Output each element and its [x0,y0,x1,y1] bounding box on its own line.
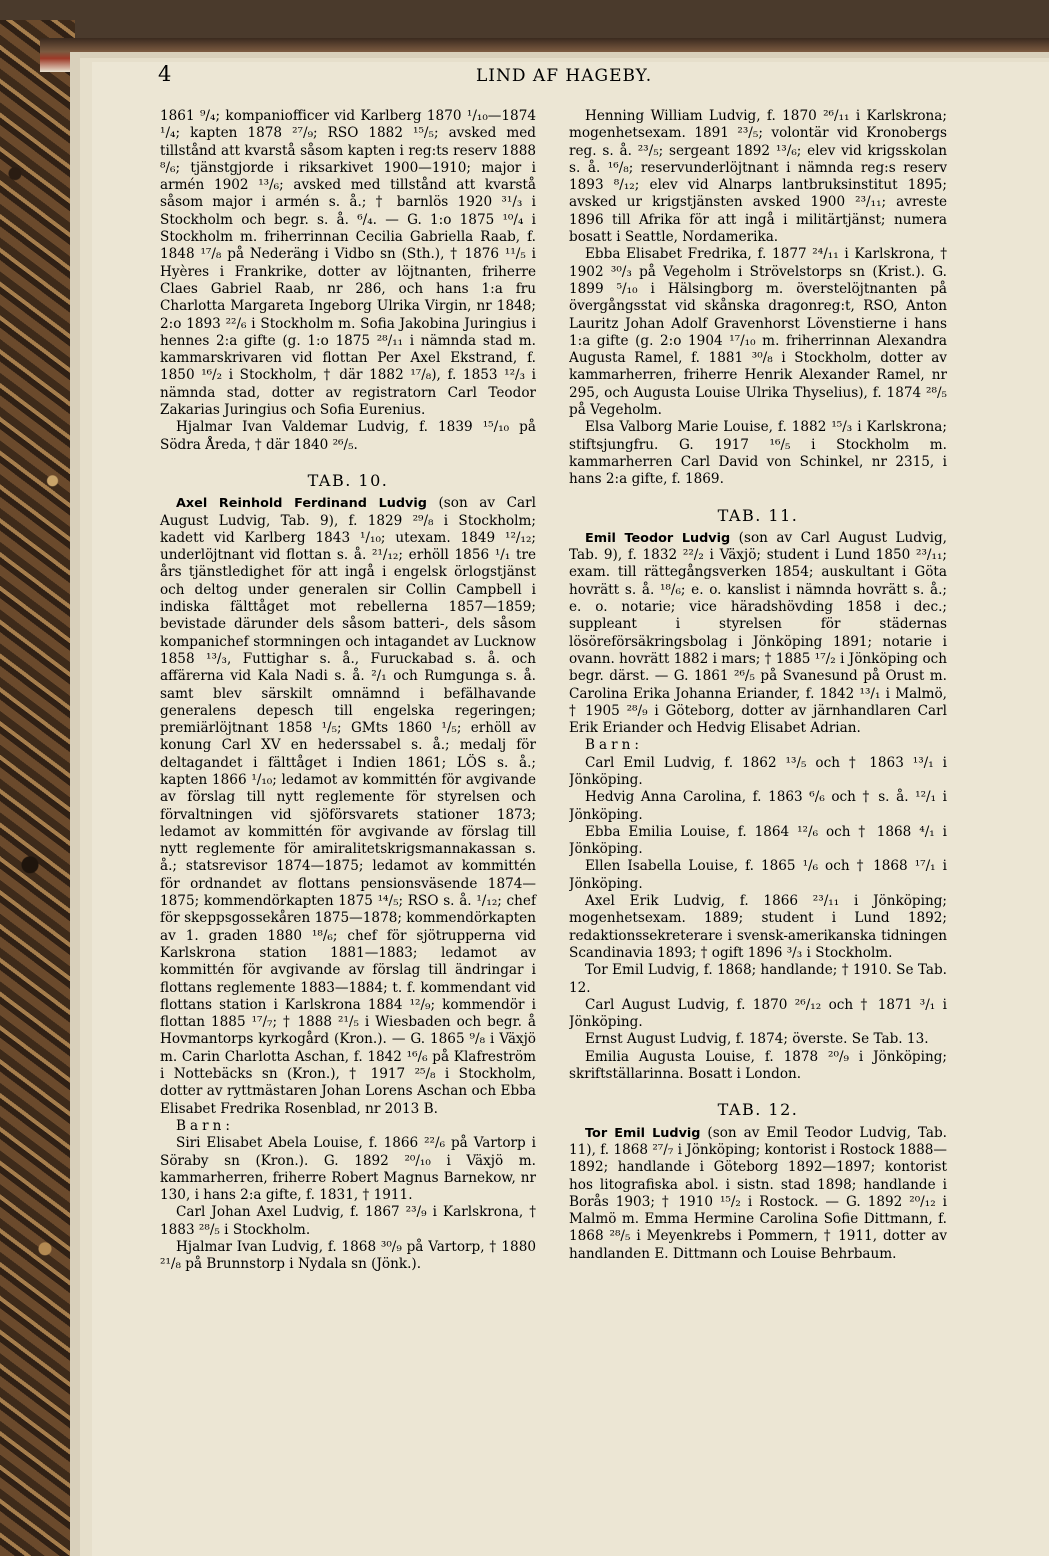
entry-paragraph: Hjalmar Ivan Valdemar Ludvig, f. 1839 ¹⁵/₁₀ på Södra Åreda, † där 1840 ²⁶/₅. [160,419,536,453]
entry-paragraph: Siri Elisabet Abela Louise, f. 1866 ²²/₆ på Vartorp i Söraby sn (Kron.). G. 1892 ²⁰/₁₀ i Växjö m. kammarherren, friherre Robert Magnus Barnekow, nr 130, i hans 2:a gifte, f. 1831, † 1911. [160,1135,536,1204]
running-title: LIND AF HAGEBY. [476,66,653,86]
entry-text: (son av Carl August Ludvig, Tab. 9), f. 1832 ²²/₂ i Växjö; student i Lund 1850 ²³/₁₁; exam. till rättegångsverken 1854; auskultant i Göta hovrätt s. å. ¹⁸/₆; e. o. kanslist i nämnda hovrätt s. å.; e. o. notarie; vice häradshövding 1858 i dec.; suppleant i styrelsen för städernas lösöreförsäkringsbolag i Jönköping 1891; notarie i ovann. hovrätt 1882 i mars; † 1885 ¹⁷/₂ i Jönköping och begr. därst. — G. 1861 ²⁶/₅ på Svanesund på Orust m. Carolina Erika Johanna Eriander, f. 1842 ¹³/₁ i Malmö, † 1905 ²⁸/₉ i Göteborg, dotter av järnhandlaren Carl Erik Eriander och Hedvig Elisabet Adrian. [569,529,947,737]
table-heading: TAB. 10. [307,470,389,490]
entry-name: Emil Teodor Ludvig [585,530,731,546]
entry-paragraph: Hjalmar Ivan Ludvig, f. 1868 ³⁰/₉ på Vartorp, † 1880 ²¹/₈ på Brunnstorp i Nydala sn (Jönk.). [160,1239,536,1273]
book-cover-marbled [0,20,75,1556]
entry-name: Axel Reinhold Ferdinand Ludvig [176,496,427,512]
table-heading: TAB. 12. [717,1100,799,1120]
entry-paragraph: Axel Erik Ludvig, f. 1866 ²³/₁₁ i Jönköping; mogenhetsexam. 1889; student i Lund 1892; redaktionssekreterare i svensk-amerikanska tidningen Scandinavia 1893; † ogift 1896 ³/₃ i Stockholm. [569,893,947,961]
entry-paragraph: Ebba Elisabet Fredrika, f. 1877 ²⁴/₁₁ i Karlskrona, † 1902 ³⁰/₃ på Vegeholm i Strövelstorps sn (Krist.). G. 1899 ⁵/₁₀ i Hälsingborg m. överstelöjtnanten på övergångsstat vid skånska dragonreg:t, RSO, Anton Lauritz Johan Adolf Gravenhorst Lövenstierne i hans 1:a gifte (g. 2:o 1904 ¹⁷/₁₀ m. friherrinnan Alexandra Augusta Ramel, f. 1881 ³⁰/₈ i Stockholm, dotter av kammarherren, friherre Henrik Alexander Ramel, nr 295, och Augusta Louise Ulrika Thyselius), f. 1874 ²⁸/₅ på Vegeholm. [569,246,947,419]
entry-text: (son av Carl August Ludvig, Tab. 9), f. 1829 ²⁹/₈ i Stockholm; kadett vid Karlberg 1843 ¹/₁₀; utexam. 1849 ¹²/₁₂; underlöjtnant vid flottan s. å. ²¹/₁₂; erhöll 1856 ¹/₁ tre års tjänstledighet för att ingå i engelsk örlogstjänst och deltog under generalen sir Collin Campbell i indiska fälttåget mot rebellerna 1857—1859; bevistade därunder dels såsom batteri-, dels såsom kompanichef stormningen och intagandet av Lucknow 1858 ¹³/₃, Futtighar s. å., Furuckabad s. å. och affärerna vid Kala Nadi s. å. ²/₁ och Rumgunga s. å. samt blev särskilt omnämnd i befälhavande generalens depesch till engelska regeringen; premiärlöjtnant 1858 ¹/₅; GMts 1860 ¹/₅; erhöll av konung Carl XV en hederssabel s. å.; medalj för deltagandet i fälttåget i Indien 1861; LÖS s. å.; kapten 1866 ¹/₁₀; ledamot av kommittén för avgivande av förslag till nytt reglemente för styrelsen och förvaltningen vid sjöförsvarets stationer 1873; ledamot av kommittén för avgivande av förslag till nytt reglemente för amiralitetskrigsmannakassan s. å.; statsrevisor 1874—1875; ledamot av kommittén för ordnandet av flottans pensionsväsende 1874—1875; kommendörkapten 1875 ¹⁴/₅; RSO s. å. ¹/₁₂; chef för skeppsgossekåren 1875—1878; kommendörkapten av 1. graden 1880 ¹⁸/₆; chef för sjötrupperna vid Karlskrona station 1881—1883; ledamot av kommittén för avgivande av förslag till ändringar i flottans reglemente 1883—1884; t. f. kommendant vid flottans station i Karlskrona 1884 ¹²/₉; kommendör i flottan 1885 ¹⁷/₇; † 1888 ²¹/₅ i Wiesbaden och begr. å Hovmantorps kyrkogård (Kron.). — G. 1865 ⁹/₈ i Växjö m. Carin Charlotta Aschan, f. 1842 ¹⁶/₆ på Klafreström i Nottebäcks sn (Kron.), † 1917 ²⁵/₈ i Stockholm, dotter av ryttmästaren Johan Lorens Aschan och Ebba Elisabet Fredrika Rosenblad, nr 2013 B. [160,495,536,1117]
entry-paragraph: Ebba Emilia Louise, f. 1864 ¹²/₆ och † 1868 ⁴/₁ i Jönköping. [569,823,947,858]
entry-paragraph: Ellen Isabella Louise, f. 1865 ¹/₆ och † 1868 ¹⁷/₁ i Jönköping. [569,858,947,892]
entry-name: Tor Emil Ludvig [585,1125,701,1141]
entry-paragraph: Emilia Augusta Louise, f. 1878 ²⁰/₉ i Jönköping; skriftställarinna. Bosatt i London. [569,1048,947,1083]
entry-paragraph: Elsa Valborg Marie Louise, f. 1882 ¹⁵/₃ i Karlskrona; stiftsjungfru. G. 1917 ¹⁶/₅ i Stockholm m. kammarherren Carl David von Schinkel, nr 2315, i hans 2:a gifte, f. 1869. [569,419,947,488]
table-heading: TAB. 11. [717,505,799,525]
entry-paragraph: Carl Johan Axel Ludvig, f. 1867 ²³/₉ i Karlskrona, † 1883 ²⁸/₅ i Stockholm. [160,1204,536,1238]
right-column [569,108,947,1388]
entry-paragraph: Henning William Ludvig, f. 1870 ²⁶/₁₁ i Karlskrona; mogenhetsexam. 1891 ²³/₅; volontär vid Kronobergs reg. s. å. ²³/₅; sergeant 1892 ¹³/₆; elev vid krigsskolan s. å. ¹⁶/₈; reservunderlöjtnant i nämnda reg:s reserv 1893 ⁸/₁₂; elev vid Alnarps lantbruksinstitut 1895; avsked ur krigstjänsten avsked 1900 ²³/₁₁; avreste 1896 till Afrika för att ingå i militärtjänst; numera bosatt i Seattle, Nordamerika. [569,108,947,246]
entry-text: (son av Emil Teodor Ludvig, Tab. 11), f. 1868 ²⁷/₇ i Jönköping; kontorist i Rostock 1888—1892; handlande i Göteborg 1892—1897; kontorist hos litografiska abol. i sistn. stad 1898; handlande i Borås 1903; † 1910 ¹⁵/₂ i Rostock. — G. 1892 ²⁰/₁₂ i Malmö m. Emma Hermine Carolina Sofie Dittmann, f. 1868 ²⁸/₅ i Meyenkrebs i Pommern, † 1911, dotter av handlanden E. Dittmann och Louise Behrbaum. [569,1124,947,1262]
entry-paragraph: Carl August Ludvig, f. 1870 ²⁶/₁₂ och † 1871 ³/₁ i Jönköping. [569,996,947,1031]
page-number: 4 [158,62,173,86]
children-label: Barn: [176,1117,234,1134]
entry-paragraph [160,495,536,1118]
entry-paragraph: Ernst August Ludvig, f. 1874; överste. Se Tab. 13. [585,1031,929,1048]
entry-paragraph: Hedvig Anna Carolina, f. 1863 ⁶/₆ och † s. å. ¹²/₁ i Jönköping. [569,789,947,823]
entry-paragraph: Carl Emil Ludvig, f. 1862 ¹³/₅ och † 1863 ¹³/₁ i Jönköping. [569,754,947,788]
entry-paragraph: 1861 ⁹/₄; kompaniofficer vid Karlberg 1870 ¹/₁₀—1874 ¹/₄; kapten 1878 ²⁷/₉; RSO 1882 ¹⁵/₅; avsked med tillstånd att kvarstå såsom kapten i reg:ts reserv 1888 ⁸/₆; tjänstgjorde i riksarkivet 1900—1910; major i armén 1902 ¹³/₆; avsked med tillstånd att kvarstå såsom major i armén s. å.; † barnlös 1920 ³¹/₃ i Stockholm och begr. s. å. ⁶/₄. — G. 1:o 1875 ¹⁰/₄ i Stockholm m. friherrinnan Cecilia Gabriella Raab, f. 1848 ¹⁷/₈ på Nederäng i Vidbo sn (Sth.), † 1876 ¹¹/₅ i Hyères i Frankrike, dotter av löjtnanten, friherre Claes Gabriel Raab, nr 286, och hans 1:a fru Charlotta Margareta Ingeborg Ulrika Virgin, nr 1848; 2:o 1893 ²²/₆ i Stockholm m. Sofia Jakobina Juringius i hennes 2:a gifte (g. 1:o 1875 ²⁸/₁₁ i nämnda stad m. kammarskrivaren vid flottan Per Axel Ekstrand, f. 1850 ¹⁶/₂ i Stockholm, † där 1882 ¹⁷/₈), f. 1853 ¹²/₃ i nämnda stad, dotter av registratorn Carl Teodor Zakarias Juringius och Sofia Eurenius. [160,108,536,419]
entry-paragraph [569,1125,947,1263]
left-column [160,108,536,1274]
children-label: Barn: [585,737,643,754]
entry-paragraph [569,530,947,738]
entry-paragraph: Tor Emil Ludvig, f. 1868; handlande; † 1910. Se Tab. 12. [569,962,947,996]
